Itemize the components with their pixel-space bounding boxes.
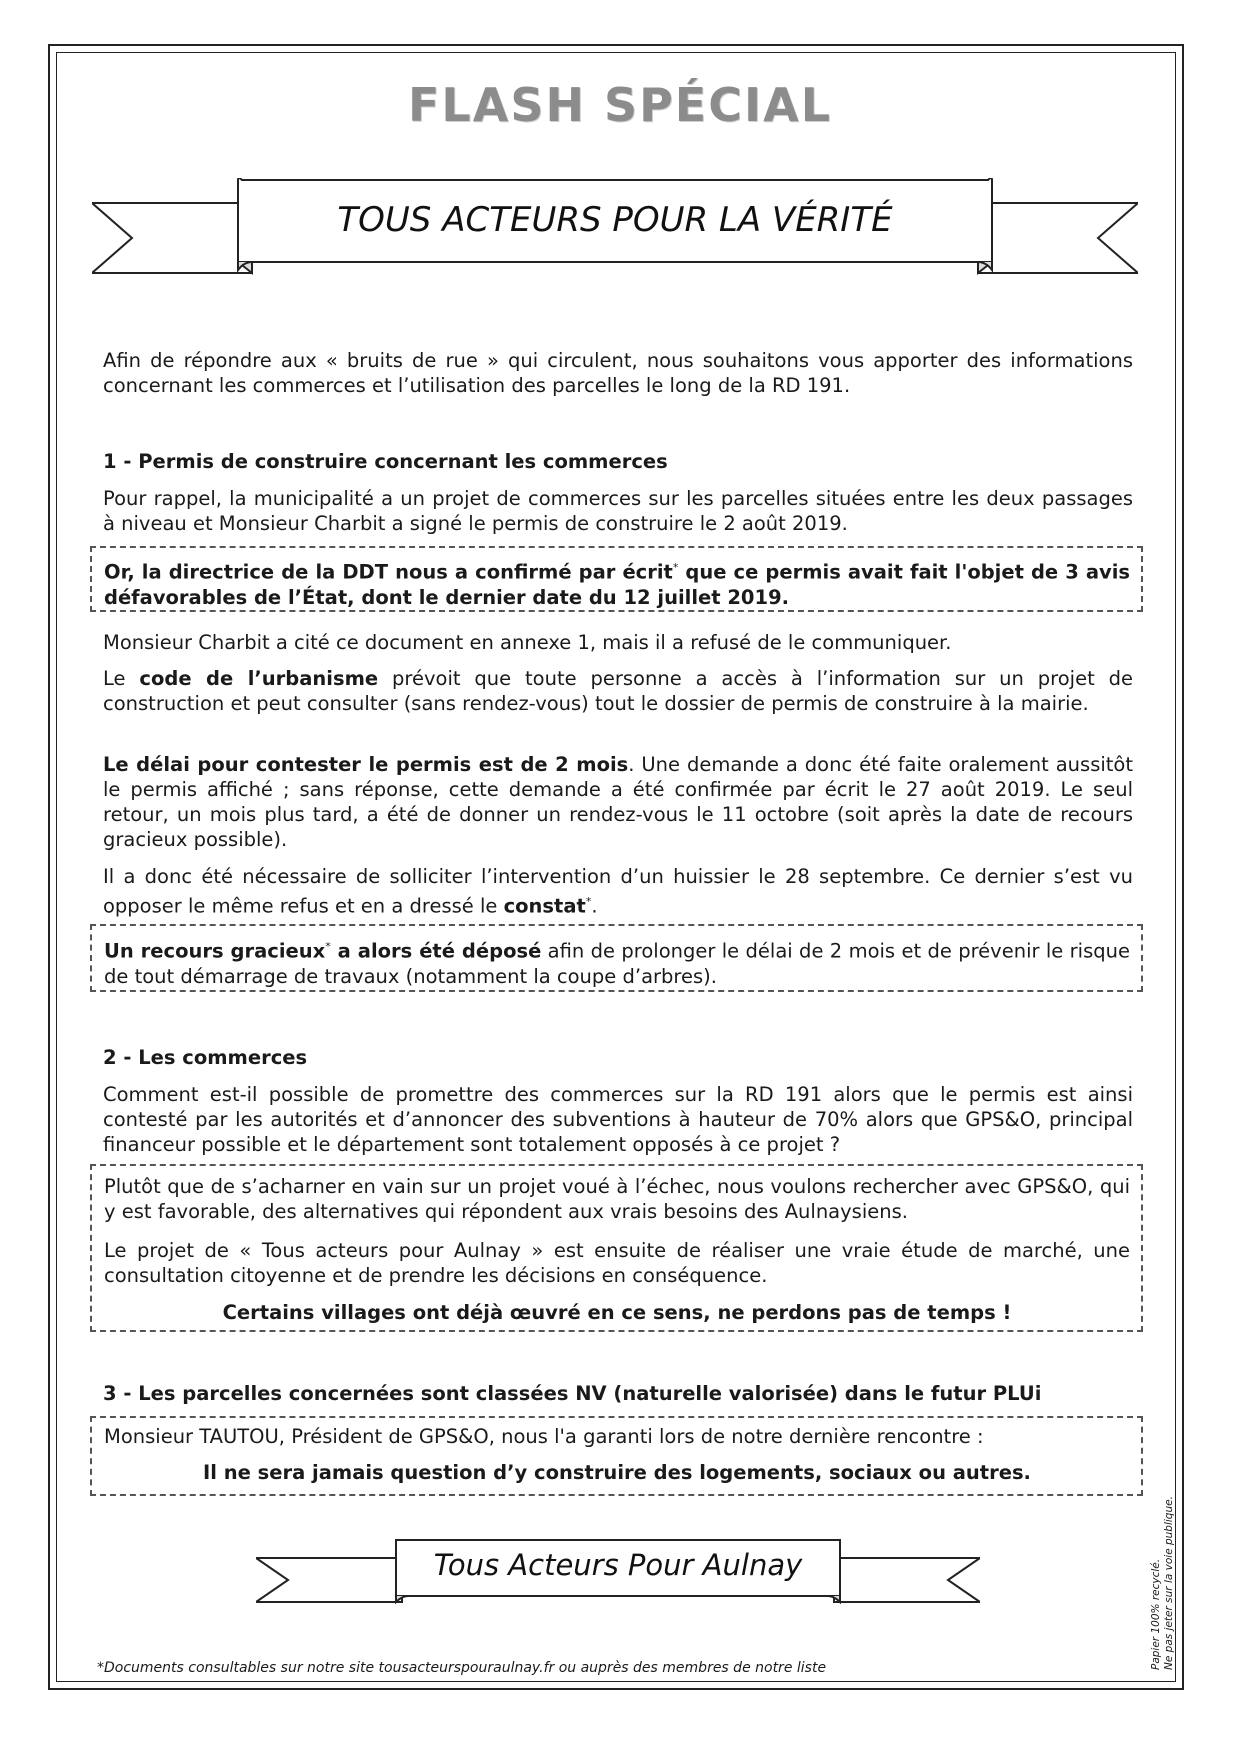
recours-bold-a: Un recours gracieux [104, 939, 326, 963]
section3-box-paragraph-1: Monsieur TAUTOU, Président de GPS&O, nous l'a garanti lors de notre dernière rencontre : [104, 1425, 984, 1448]
intro-paragraph: Afin de répondre aux « bruits de rue » qui circulent, nous souhaitons vous apporter des informations concernant les commerces et l’utilisation des parcelles le long de la RD 191. [103, 349, 1133, 397]
p3-text-b: prévoit que toute personne a accès à l’information sur un projet de construction et peut consulter (sans rendez-vous) tout le dossier de permis de construire à la mairie. [103, 667, 1134, 715]
section2-box-paragraph-2: Le projet de « Tous acteurs pour Aulnay » est ensuite de réaliser une vraie étude de marché, une consultation citoyenne et de prendre les décisions en conséquence. [104, 1239, 1130, 1287]
section3-highlight-box [90, 1416, 1143, 1496]
recours-rest: afin de prolonger le délai de 2 mois et de prévenir le risque de tout démarrage de travaux (notamment la coupe d’arbres). [104, 939, 1130, 988]
recours-bold-b: a alors été déposé [330, 939, 542, 963]
footer-banner-title: Tous Acteurs Pour Aulnay [433, 1548, 803, 1582]
p3-text-a: Le [103, 667, 140, 690]
section3-box-guarantee: Il ne sera jamais question d’y construire des logements, sociaux ou autres. [203, 1461, 1031, 1484]
p4-rest: . Une demande a donc été faite oralement aussitôt le permis affiché ; sans réponse, cette demande a été confirmée par écrit le 27 août 2019. Le seul retour, un mois plus tard, a été de donner un rendez-vous le 11 octobre (soit après la date de recours gracieux possible). [103, 753, 1133, 851]
footer-banner [256, 1538, 980, 1612]
section2-paragraph-1: Comment est-il possible de promettre des commerces sur la RD 191 alors que le permis est ainsi contesté par les autorités et d’annoncer des subventions à hauteur de 70% alors que GPS&O, principal financeur possible et le département sont totalement opposés à ce projet ? [103, 1083, 1133, 1156]
section1-paragraph-1: Pour rappel, la municipalité a un projet de commerces sur les parcelles situées entre les deux passages à niveau et Monsieur Charbit a signé le permis de construire le 2 août 2019. [103, 487, 1133, 535]
section1-paragraph-3 [103, 666, 1133, 716]
recours-statement [104, 934, 1130, 989]
section2-box-call-to-action: Certains villages ont déjà œuvré en ce sens, ne perdons pas de temps ! [222, 1301, 1012, 1324]
section2-box-paragraph-1: Plutôt que de s’acharner en vain sur un projet voué à l’échec, nous voulons rechercher avec GPS&O, qui y est favorable, des alternatives qui répondent aux vrais besoins des Aulnaysiens. [104, 1175, 1130, 1223]
p5-bold: constat [503, 894, 586, 918]
section1-highlight-box-1 [90, 546, 1143, 612]
footnote-star: * [585, 895, 592, 908]
section1-heading: 1 - Permis de construire concernant les commerces [103, 450, 668, 473]
ddt-statement [104, 555, 1130, 610]
footnote-star: * [672, 561, 679, 574]
section1-paragraph-4 [103, 752, 1133, 852]
title-banner [92, 178, 1138, 288]
p5-end: . [591, 894, 598, 918]
p3-bold: code de l’urbanisme [139, 667, 379, 690]
recycled-paper-note [1150, 1496, 1176, 1670]
section1-paragraph-2: Monsieur Charbit a cité ce document en annexe 1, mais il a refusé de le communiquer. [103, 631, 952, 654]
section2-highlight-box [90, 1164, 1143, 1332]
footnote-star: * [325, 940, 331, 953]
section3-heading: 3 - Les parcelles concernées sont classées NV (naturelle valorisée) dans le futur PLUi [103, 1382, 1042, 1405]
p5-text: Il a donc été nécessaire de solliciter l’intervention d’un huissier le 28 septembre. Ce dernier s’est vu opposer le même refus et en a dressé le [103, 865, 1133, 918]
section1-paragraph-5 [103, 864, 1133, 919]
footnote: *Documents consultables sur notre site tousacteurspouraulnay.fr ou auprès des membres de notre liste [97, 1660, 827, 1676]
do-not-litter-line: Ne pas jeter sur la voie publique. [1163, 1496, 1175, 1670]
p4-bold: Le délai pour contester le permis est de 2 mois [103, 753, 629, 776]
section1-highlight-box-2 [90, 924, 1143, 992]
recycled-paper-line: Papier 100% recyclé. [1150, 1558, 1162, 1670]
section2-heading: 2 - Les commerces [103, 1046, 308, 1069]
flash-title: FLASH SPÉCIAL [407, 78, 833, 132]
ddt-statement-bold-b: que ce permis avait fait l'objet de 3 avis défavorables de l’État, dont le dernier date du 12 juillet 2019. [104, 560, 1130, 609]
ddt-statement-bold-a: Or, la directrice de la DDT nous a confirmé par écrit [104, 560, 673, 584]
banner-title: TOUS ACTEURS POUR LA VÉRITÉ [337, 200, 893, 240]
